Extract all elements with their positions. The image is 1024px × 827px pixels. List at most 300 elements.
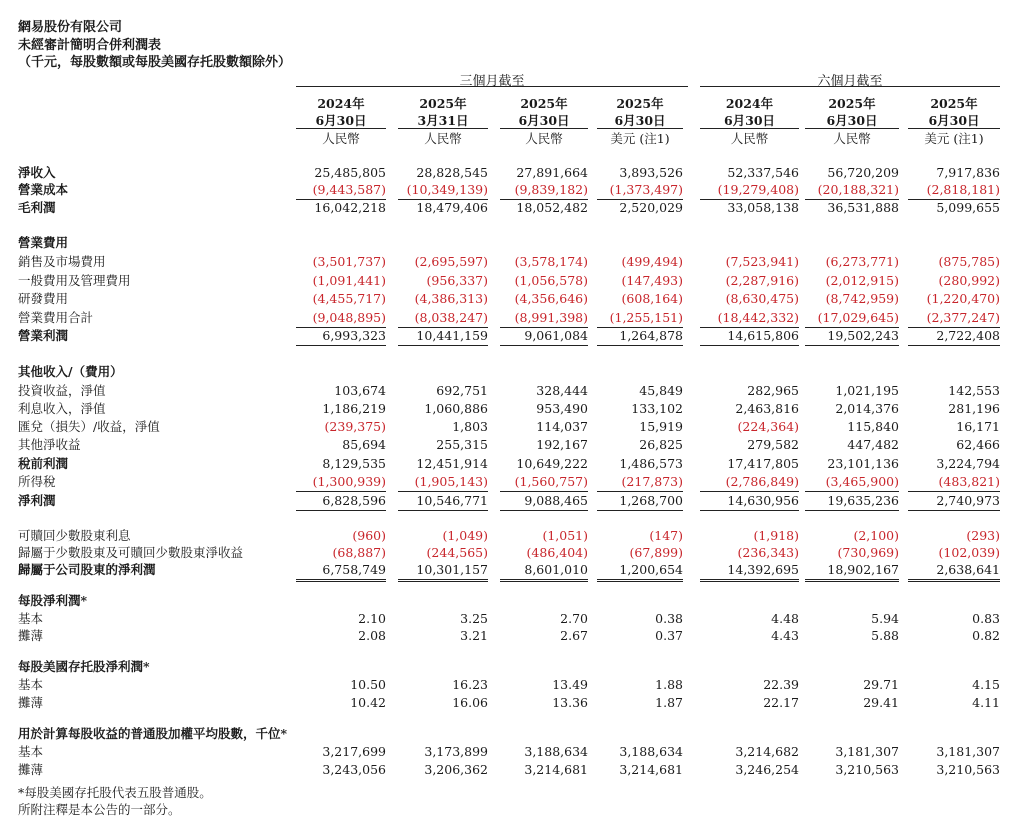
group-header-six-months: 六個月截至 xyxy=(817,74,883,89)
double-rule xyxy=(700,579,799,582)
cell-value: 8,129,535 xyxy=(322,456,386,471)
cell-value: 281,196 xyxy=(948,401,1000,416)
cell-value: (20,188,321) xyxy=(817,182,899,197)
cell-value: (102,039) xyxy=(938,545,1000,560)
column-year: 2025年 xyxy=(520,96,568,111)
cell-value: 115,840 xyxy=(847,419,899,434)
table-row xyxy=(0,527,1024,545)
cell-value: (960) xyxy=(352,528,386,543)
table-row xyxy=(0,234,1024,252)
cell-value: 0.37 xyxy=(655,628,683,643)
cell-value: 15,919 xyxy=(639,419,683,434)
cell-value: (1,373,497) xyxy=(609,182,683,197)
cell-value: 103,674 xyxy=(334,383,386,398)
cell-value: (9,839,182) xyxy=(514,182,588,197)
cell-value: 56,720,209 xyxy=(827,165,899,180)
cell-value: 4.43 xyxy=(771,628,799,643)
cell-value: (8,991,398) xyxy=(514,310,588,325)
cell-value: 19,635,236 xyxy=(827,493,899,508)
column-currency: 美元 (注1) xyxy=(610,131,670,146)
single-rule xyxy=(805,510,899,511)
cell-value: 28,828,545 xyxy=(416,165,488,180)
cell-value: 8,601,010 xyxy=(524,562,588,577)
single-rule xyxy=(908,199,1000,200)
single-rule xyxy=(398,199,488,200)
cell-value: 3,893,526 xyxy=(619,165,683,180)
table-row xyxy=(0,592,1024,610)
cell-value: 5.94 xyxy=(871,611,899,626)
cell-value: 1,264,878 xyxy=(619,328,683,343)
cell-value: 10,546,771 xyxy=(416,493,488,508)
table-row xyxy=(0,725,1024,743)
column-year: 2024年 xyxy=(725,96,774,111)
cell-value: 3,188,634 xyxy=(524,744,588,759)
cell-value: 18,052,482 xyxy=(516,200,588,215)
double-rule xyxy=(805,579,899,582)
cell-value: (1,091,441) xyxy=(312,273,386,288)
single-rule xyxy=(500,327,588,328)
column-date: 3月31日 xyxy=(417,113,469,128)
single-rule xyxy=(908,327,1000,328)
cell-value: 19,502,243 xyxy=(827,328,899,343)
cell-value: (7,523,941) xyxy=(725,254,799,269)
cell-value: 29.71 xyxy=(863,677,899,692)
cell-value: 5,099,655 xyxy=(936,200,1000,215)
column-year: 2025年 xyxy=(828,96,876,111)
cell-value: 255,315 xyxy=(436,437,488,452)
table-row xyxy=(0,253,1024,271)
single-rule xyxy=(500,510,588,511)
row-label: 一般費用及管理費用 xyxy=(18,273,131,288)
cell-value: 3,173,899 xyxy=(424,744,488,759)
cell-value: 3,217,699 xyxy=(322,744,386,759)
table-row xyxy=(0,327,1024,345)
cell-value: (2,818,181) xyxy=(926,182,1000,197)
single-rule xyxy=(398,510,488,511)
column-currency: 美元 (注1) xyxy=(924,131,984,146)
cell-value: 45,849 xyxy=(639,383,683,398)
single-rule xyxy=(398,345,488,346)
table-row xyxy=(0,610,1024,628)
cell-value: (875,785) xyxy=(938,254,1000,269)
single-rule xyxy=(908,491,1000,492)
cell-value: 0.38 xyxy=(655,611,683,626)
single-rule xyxy=(700,510,799,511)
cell-value: (608,164) xyxy=(621,291,683,306)
cell-value: 29.41 xyxy=(863,695,899,710)
single-rule xyxy=(700,491,799,492)
cell-value: 953,490 xyxy=(536,401,588,416)
cell-value: 3,181,307 xyxy=(936,744,1000,759)
column-date: 6月30日 xyxy=(315,113,367,128)
cell-value: 27,891,664 xyxy=(516,165,588,180)
cell-value: 2,463,816 xyxy=(735,401,799,416)
row-label: 營業利潤 xyxy=(18,328,69,343)
cell-value: (8,742,959) xyxy=(825,291,899,306)
group-underline xyxy=(700,86,1000,87)
cell-value: 18,902,167 xyxy=(827,562,899,577)
cell-value: 142,553 xyxy=(948,383,1000,398)
single-rule xyxy=(700,199,799,200)
table-row xyxy=(0,473,1024,491)
cell-value: (224,364) xyxy=(737,419,799,434)
row-label: 研發費用 xyxy=(18,291,69,306)
cell-value: 6,828,596 xyxy=(322,493,386,508)
cell-value: (4,356,646) xyxy=(514,291,588,306)
cell-value: 1,268,700 xyxy=(619,493,683,508)
column-header-underline xyxy=(700,128,799,129)
cell-value: 33,058,138 xyxy=(727,200,799,215)
cell-value: 16.06 xyxy=(452,695,488,710)
column-header-underline xyxy=(296,128,386,129)
cell-value: (2,012,915) xyxy=(825,273,899,288)
column-date: 6月30日 xyxy=(518,113,570,128)
cell-value: (1,049) xyxy=(442,528,488,543)
cell-value: 3,214,681 xyxy=(524,762,588,777)
row-label: 營業費用合計 xyxy=(18,310,94,325)
double-rule xyxy=(296,579,386,582)
row-label: 基本 xyxy=(18,611,44,626)
table-row xyxy=(0,436,1024,454)
single-rule xyxy=(398,491,488,492)
double-rule xyxy=(908,579,1000,582)
footnote-ads: *每股美國存托股代表五股普通股。 xyxy=(18,785,212,800)
cell-value: 114,037 xyxy=(536,419,588,434)
cell-value: 22.17 xyxy=(763,695,799,710)
cell-value: 1,486,573 xyxy=(619,456,683,471)
cell-value: 1,060,886 xyxy=(424,401,488,416)
cell-value: (2,100) xyxy=(853,528,899,543)
cell-value: 10.50 xyxy=(350,677,386,692)
single-rule xyxy=(398,327,488,328)
table-row xyxy=(0,544,1024,562)
cell-value: 192,167 xyxy=(536,437,588,452)
cell-value: 5.88 xyxy=(871,628,899,643)
cell-value: 1,186,219 xyxy=(322,401,386,416)
row-label: 投資收益，淨值 xyxy=(18,383,106,398)
table-row xyxy=(0,658,1024,676)
cell-value: 16.23 xyxy=(452,677,488,692)
cell-value: 3.21 xyxy=(460,628,488,643)
cell-value: 16,042,218 xyxy=(314,200,386,215)
cell-value: (4,386,313) xyxy=(414,291,488,306)
footnote-notes: 所附注釋是本公告的一部分。 xyxy=(18,802,181,817)
cell-value: (1,918) xyxy=(753,528,799,543)
cell-value: 14,392,695 xyxy=(727,562,799,577)
cell-value: (2,695,597) xyxy=(414,254,488,269)
single-rule xyxy=(805,345,899,346)
column-currency: 人民幣 xyxy=(424,131,462,146)
cell-value: 3,246,254 xyxy=(735,762,799,777)
column-currency: 人民幣 xyxy=(730,131,769,146)
cell-value: (499,494) xyxy=(621,254,683,269)
cell-value: (244,565) xyxy=(426,545,488,560)
table-row xyxy=(0,418,1024,436)
cell-value: 279,582 xyxy=(747,437,799,452)
cell-value: (8,630,475) xyxy=(725,291,799,306)
double-rule xyxy=(597,579,683,582)
statement-subtitle: （千元，每股數額或每股美國存托股數額除外） xyxy=(18,55,292,70)
column-date: 6月30日 xyxy=(928,113,980,128)
cell-value: (10,349,139) xyxy=(406,182,488,197)
cell-value: 3,243,056 xyxy=(322,762,386,777)
cell-value: 4.15 xyxy=(972,677,1000,692)
table-row xyxy=(0,761,1024,779)
column-year: 2024年 xyxy=(317,96,365,111)
cell-value: 2,722,408 xyxy=(936,328,1000,343)
single-rule xyxy=(296,327,386,328)
cell-value: (730,969) xyxy=(837,545,899,560)
cell-value: 133,102 xyxy=(631,401,683,416)
row-label: 攤薄 xyxy=(18,628,44,643)
column-date: 6月30日 xyxy=(723,113,776,128)
row-label: 銷售及市場費用 xyxy=(18,254,106,269)
cell-value: 6,993,323 xyxy=(322,328,386,343)
column-header-underline xyxy=(597,128,683,129)
cell-value: 282,965 xyxy=(747,383,799,398)
cell-value: 9,061,084 xyxy=(524,328,588,343)
cell-value: 3,206,362 xyxy=(424,762,488,777)
cell-value: 1,803 xyxy=(452,419,488,434)
cell-value: 85,694 xyxy=(342,437,386,452)
table-row xyxy=(0,561,1024,579)
cell-value: (3,578,174) xyxy=(514,254,588,269)
single-rule xyxy=(908,510,1000,511)
cell-value: 18,479,406 xyxy=(416,200,488,215)
single-rule xyxy=(597,491,683,492)
row-label: 其他收入/（費用） xyxy=(18,364,123,379)
row-label: 基本 xyxy=(18,677,44,692)
single-rule xyxy=(805,491,899,492)
cell-value: (68,887) xyxy=(332,545,386,560)
column-year: 2025年 xyxy=(419,96,467,111)
cell-value: 3,210,563 xyxy=(835,762,899,777)
cell-value: 14,615,806 xyxy=(727,328,799,343)
cell-value: (2,377,247) xyxy=(926,310,1000,325)
column-currency: 人民幣 xyxy=(322,131,360,146)
table-row xyxy=(0,694,1024,712)
cell-value: 4.11 xyxy=(972,695,1000,710)
cell-value: (2,287,916) xyxy=(725,273,799,288)
table-row xyxy=(0,743,1024,761)
column-header-underline xyxy=(398,128,488,129)
column-year: 2025年 xyxy=(616,96,664,111)
cell-value: (19,279,408) xyxy=(717,182,799,197)
table-row xyxy=(0,290,1024,308)
cell-value: (1,220,470) xyxy=(926,291,1000,306)
cell-value: (486,404) xyxy=(526,545,588,560)
cell-value: 2,520,029 xyxy=(619,200,683,215)
cell-value: 4.48 xyxy=(771,611,799,626)
column-date: 6月30日 xyxy=(614,113,666,128)
cell-value: 17,417,805 xyxy=(727,456,799,471)
cell-value: (8,038,247) xyxy=(414,310,488,325)
cell-value: (236,343) xyxy=(737,545,799,560)
single-rule xyxy=(908,345,1000,346)
table-row xyxy=(0,676,1024,694)
cell-value: 3,214,682 xyxy=(735,744,799,759)
cell-value: 3,214,681 xyxy=(619,762,683,777)
cell-value: 2.70 xyxy=(560,611,588,626)
cell-value: (3,501,737) xyxy=(312,254,386,269)
cell-value: 3.25 xyxy=(460,611,488,626)
single-rule xyxy=(500,345,588,346)
row-label: 攤薄 xyxy=(18,762,44,777)
cell-value: (217,873) xyxy=(621,474,683,489)
row-label: 利息收入，淨值 xyxy=(18,401,106,416)
double-rule xyxy=(500,579,588,582)
cell-value: (483,821) xyxy=(938,474,1000,489)
cell-value: (3,465,900) xyxy=(825,474,899,489)
single-rule xyxy=(597,510,683,511)
row-label: 歸屬于公司股東的淨利潤 xyxy=(18,562,156,577)
row-label: 基本 xyxy=(18,744,44,759)
cell-value: (4,455,717) xyxy=(312,291,386,306)
group-header-three-months: 三個月截至 xyxy=(459,74,525,89)
single-rule xyxy=(296,510,386,511)
cell-value: (18,442,332) xyxy=(717,310,799,325)
cell-value: 25,485,805 xyxy=(314,165,386,180)
column-header-underline xyxy=(908,128,1000,129)
single-rule xyxy=(597,199,683,200)
table-row xyxy=(0,363,1024,381)
column-currency: 人民幣 xyxy=(833,131,871,146)
cell-value: 62,466 xyxy=(956,437,1000,452)
row-label: 營業成本 xyxy=(18,182,69,197)
row-label: 淨利潤 xyxy=(18,493,56,508)
row-label: 營業費用 xyxy=(18,235,69,250)
row-label: 攤薄 xyxy=(18,695,44,710)
cell-value: 447,482 xyxy=(847,437,899,452)
column-date: 6月30日 xyxy=(826,113,878,128)
cell-value: 12,451,914 xyxy=(416,456,488,471)
cell-value: 2.67 xyxy=(560,628,588,643)
row-label: 毛利潤 xyxy=(18,200,56,215)
cell-value: 9,088,465 xyxy=(524,493,588,508)
cell-value: 3,210,563 xyxy=(936,762,1000,777)
table-row xyxy=(0,627,1024,645)
cell-value: (239,375) xyxy=(324,419,386,434)
single-rule xyxy=(805,199,899,200)
cell-value: 692,751 xyxy=(436,383,488,398)
cell-value: 2.10 xyxy=(358,611,386,626)
cell-value: 7,917,836 xyxy=(936,165,1000,180)
cell-value: 10.42 xyxy=(350,695,386,710)
cell-value: (1,255,151) xyxy=(609,310,683,325)
cell-value: 13.49 xyxy=(552,677,588,692)
column-header-underline xyxy=(500,128,588,129)
table-row xyxy=(0,181,1024,199)
column-currency: 人民幣 xyxy=(525,131,563,146)
row-label: 淨收入 xyxy=(18,165,56,180)
cell-value: (67,899) xyxy=(629,545,683,560)
single-rule xyxy=(597,327,683,328)
cell-value: 10,649,222 xyxy=(516,456,588,471)
table-row xyxy=(0,199,1024,217)
cell-value: 10,441,159 xyxy=(416,328,488,343)
table-row xyxy=(0,400,1024,418)
cell-value: 26,825 xyxy=(639,437,683,452)
single-rule xyxy=(597,345,683,346)
cell-value: (293) xyxy=(966,528,1000,543)
single-rule xyxy=(296,199,386,200)
column-year: 2025年 xyxy=(930,96,978,111)
row-label: 用於計算每股收益的普通股加權平均股數，千位* xyxy=(18,726,288,741)
cell-value: 0.82 xyxy=(972,628,1000,643)
table-row xyxy=(0,382,1024,400)
row-label: 每股淨利潤* xyxy=(18,593,88,608)
double-rule xyxy=(398,579,488,582)
cell-value: (1,905,143) xyxy=(414,474,488,489)
single-rule xyxy=(296,491,386,492)
row-label: 歸屬于少數股東及可贖回少數股東淨收益 xyxy=(18,545,244,560)
cell-value: 10,301,157 xyxy=(416,562,488,577)
cell-value: 6,758,749 xyxy=(322,562,386,577)
cell-value: (1,300,939) xyxy=(312,474,386,489)
cell-value: 36,531,888 xyxy=(827,200,899,215)
statement-title: 未經審計簡明合併利潤表 xyxy=(18,38,162,53)
single-rule xyxy=(700,327,799,328)
cell-value: 23,101,136 xyxy=(827,456,899,471)
row-label: 所得稅 xyxy=(18,474,56,489)
cell-value: 1.87 xyxy=(655,695,683,710)
cell-value: 3,181,307 xyxy=(835,744,899,759)
cell-value: 52,337,546 xyxy=(727,165,799,180)
cell-value: 2.08 xyxy=(358,628,386,643)
table-row xyxy=(0,492,1024,510)
cell-value: (1,056,578) xyxy=(514,273,588,288)
cell-value: 16,171 xyxy=(956,419,1000,434)
cell-value: (2,786,849) xyxy=(725,474,799,489)
cell-value: 2,014,376 xyxy=(835,401,899,416)
cell-value: (147) xyxy=(649,528,683,543)
cell-value: 0.83 xyxy=(972,611,1000,626)
row-label: 可贖回少數股東利息 xyxy=(18,528,131,543)
cell-value: (1,560,757) xyxy=(514,474,588,489)
cell-value: 1,200,654 xyxy=(619,562,683,577)
column-header-underline xyxy=(805,128,899,129)
cell-value: 2,638,641 xyxy=(936,562,1000,577)
single-rule xyxy=(296,345,386,346)
row-label: 每股美國存托股淨利潤* xyxy=(18,659,150,674)
cell-value: 328,444 xyxy=(536,383,588,398)
cell-value: 13.36 xyxy=(552,695,588,710)
table-row xyxy=(0,272,1024,290)
cell-value: (6,273,771) xyxy=(825,254,899,269)
cell-value: (9,443,587) xyxy=(312,182,386,197)
table-row xyxy=(0,455,1024,473)
cell-value: 22.39 xyxy=(763,677,799,692)
cell-value: 14,630,956 xyxy=(727,493,799,508)
cell-value: 2,740,973 xyxy=(936,493,1000,508)
cell-value: 3,224,794 xyxy=(936,456,1000,471)
cell-value: (956,337) xyxy=(426,273,488,288)
cell-value: 1.88 xyxy=(655,677,683,692)
single-rule xyxy=(805,327,899,328)
single-rule xyxy=(500,491,588,492)
cell-value: (147,493) xyxy=(621,273,683,288)
cell-value: (1,051) xyxy=(542,528,588,543)
row-label: 其他淨收益 xyxy=(18,437,81,452)
table-row xyxy=(0,309,1024,327)
single-rule xyxy=(700,345,799,346)
cell-value: (9,048,895) xyxy=(312,310,386,325)
cell-value: (280,992) xyxy=(938,273,1000,288)
company-name: 網易股份有限公司 xyxy=(18,20,123,35)
group-underline xyxy=(296,86,688,87)
cell-value: 1,021,195 xyxy=(835,383,899,398)
row-label: 稅前利潤 xyxy=(18,456,69,471)
